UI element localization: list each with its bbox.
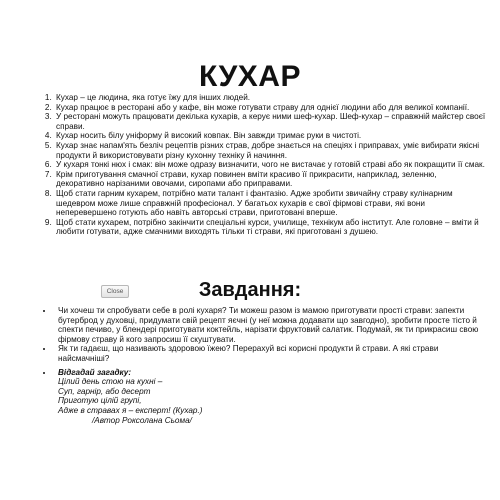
riddle-block	[54, 368, 486, 426]
list-item: 8. Щоб стати гарним кухарем, потрібно мати талант і фантазію. Адже зробити звичайну страву кулінарним шедевром може лише справжній професіонал. У багатьох кухарів є свої фірмові страви, які вони неперевершено готують або навіть авторські страви, приготовані вперше.	[54, 189, 486, 218]
facts-list	[38, 93, 486, 237]
page-title: КУХАР	[199, 60, 301, 93]
close-button[interactable]: Close	[101, 285, 129, 298]
list-item: 5. Кухар знає напам'ять безліч рецептів різних страв, добре знається на спеціях і приправах, уміє вибирати якісні продукти й використовувати різну кухонну техніку й начиння.	[54, 141, 486, 160]
list-item: 6. У кухаря тонкі нюх і смак: він може одразу визначити, чого не вистачає у готовій страві або як покращити її смак.	[54, 160, 486, 170]
list-item: • Як ти гадаєш, що називають здоровою їжею? Перерахуй всі корисні продукти й страви. А які страви найсмачніші?	[54, 344, 486, 363]
riddle-line: Приготую цілій групі,	[58, 396, 142, 406]
tasks-heading: Завдання:	[198, 279, 302, 301]
list-item: 3. У ресторані можуть працювати декілька кухарів, а керує ними шеф-кухар. Шеф-кухар – справжній майстер своєї справи.	[54, 112, 486, 131]
list-item: 4. Кухар носить білу уніформу й високий ковпак. Він завжди тримає руки в чистоті.	[54, 131, 486, 141]
list-item: 2. Кухар працює в ресторані або у кафе, він може готувати страву для однієї людини або для великої компанії.	[54, 103, 486, 113]
tasks-list	[38, 306, 486, 425]
riddle-line: Адже в стравах я – експерт! (Кухар.)	[58, 405, 203, 415]
list-item: 9. Щоб стати кухарем, потрібно закінчити спеціальні курси, училище, технікум або інститут. Але головне – вміти й любити готувати, адже смачними виходять тільки ті страви, які приготовані з душею.	[54, 218, 486, 237]
riddle-line: Цілий день стою на кухні –	[58, 377, 163, 387]
list-item: 1. Кухар – це людина, яка готує їжу для інших людей.	[54, 93, 486, 103]
list-item: • Чи хочеш ти спробувати себе в ролі кухаря? Ти можеш разом із мамою приготувати прості страви: запекти бутерброд у духовці, придумати свій рецепт яєчні (у неї можна додавати що завгодно), зробити просте тісто й спекти печиво, у блендері приготувати коктейль, нарізати фруктовий салатик. Подумай, як ти прикрасиш свою фірмову страву й кого запросиш її скуштувати.	[54, 306, 486, 344]
riddle-heading: • Відгадай загадку:	[58, 367, 132, 377]
riddle-author: /Автор Роксолана Сьома/	[92, 415, 192, 425]
list-item: 7. Крім приготування смачної страви, кухар повинен вміти красиво її прикрасити, наприклад, зеленню, декоративно нарізаними овочами, сиропами або приправами.	[54, 170, 486, 189]
riddle-line: Суп, гарнір, або десерт	[58, 386, 151, 396]
